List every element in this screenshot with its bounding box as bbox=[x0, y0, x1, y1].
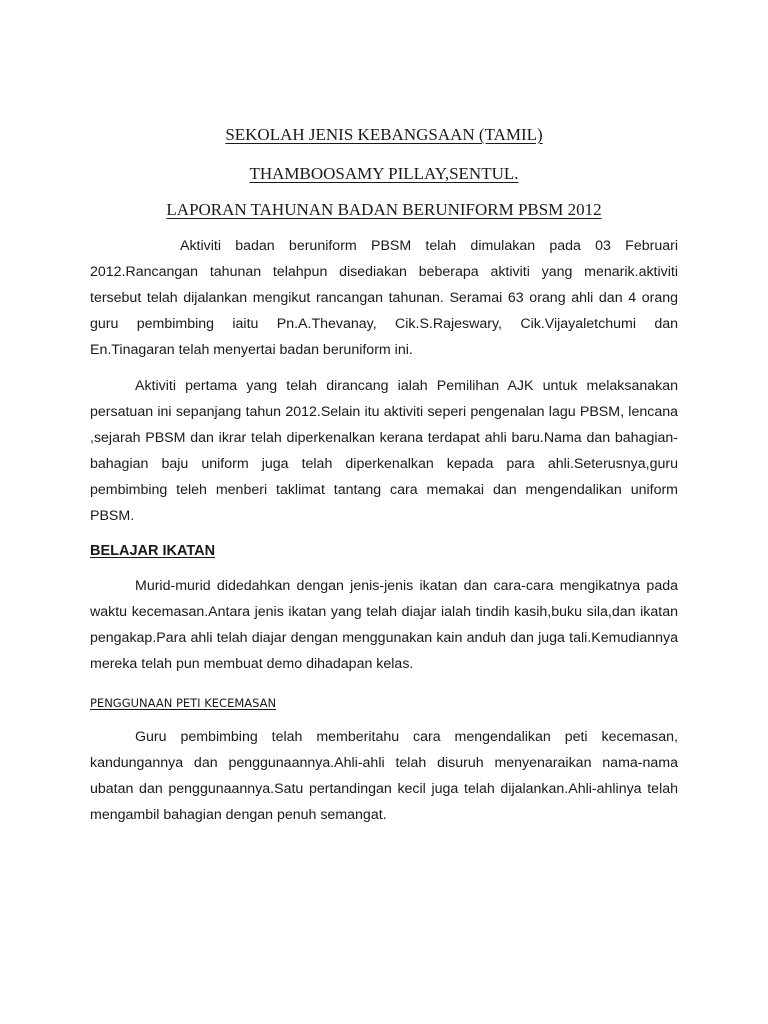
belajar-ikatan-paragraph: Murid-murid didedahkan dengan jenis-jenis ikatan dan cara-cara mengikatnya pada waktu kecemasan.Antara jenis ikatan yang telah diajar ialah tindih kasih,buku sila,dan ikatan pengakap.Para ahli telah diajar dengan menggunakan kain anduh dan juga tali.Kemudiannya mereka telah pun membuat demo dihadapan kelas. bbox=[90, 578, 678, 672]
intro-paragraph: Aktiviti badan beruniform PBSM telah dimulakan pada 03 Februari 2012.Rancangan tahunan telahpun disediakan beberapa aktiviti yang menarik.aktiviti tersebut telah dijalankan mengikut rancangan tahunan. Seramai 63 orang ahli dan 4 orang guru pembimbing iaitu Pn.A.Thevanay, Cik.S.Rajeswary, Cik.Vijayaletchumi dan En.Tinagaran telah menyertai badan beruniform ini. bbox=[90, 238, 678, 358]
report-title: LAPORAN TAHUNAN BADAN BERUNIFORM PBSM 2012 bbox=[166, 200, 602, 219]
activities-paragraph: Aktiviti pertama yang telah dirancang ialah Pemilihan AJK untuk melaksanakan persatuan ini sepanjang tahun 2012.Selain itu aktiviti seperi pengenalan lagu PBSM, lencana ,sejarah PBSM dan ikrar telah diperkenalkan kerana terdapat ahli baru.Nama dan bahagian-bahagian baju uniform juga telah diperkenalkan kepada para ahli.Seterusnya,guru pembimbing teleh menberi taklimat tantang cara memakai dan mengendalikan uniform PBSM. bbox=[90, 378, 678, 524]
section-heading-belajar-ikatan: BELAJAR IKATAN bbox=[90, 543, 216, 559]
peti-kecemasan-paragraph: Guru pembimbing telah memberitahu cara mengendalikan peti kecemasan, kandungannya dan penggunaannya.Ahli-ahli telah disuruh menyenaraikan nama-nama ubatan dan penggunaannya.Satu pertandingan kecil juga telah dijalankan.Ahli-ahlinya telah mengambil bahagian dengan penuh semangat. bbox=[90, 729, 678, 823]
school-location-title: THAMBOOSAMY PILLAY,SENTUL. bbox=[249, 164, 519, 183]
school-name-title: SEKOLAH JENIS KEBANGSAAN (TAMIL) bbox=[225, 125, 543, 144]
section-heading-peti-kecemasan: PENGGUNAAN PETI KECEMASAN bbox=[90, 696, 277, 710]
